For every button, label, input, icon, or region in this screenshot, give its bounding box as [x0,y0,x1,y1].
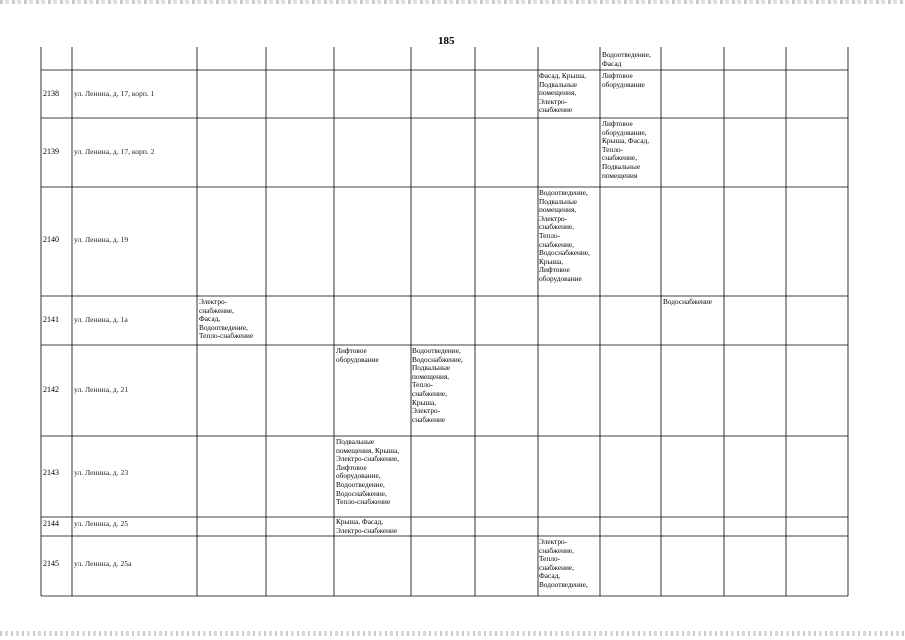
cell-col8: Лифтовое оборудование, Крыша, Фасад, Тепло- снабжение, Подвальные помещения [602,119,650,180]
row-address: ул. Ленина, д. 17, корп. 1 [74,89,155,98]
cell-col7: Электро- снабжение, Тепло- снабжение, Фасад, Водоотведение, [539,537,588,589]
row-number: 2140 [43,235,59,244]
row-address: ул. Ленина, д. 21 [74,385,129,394]
cell-col9: Водоснабжение [663,297,712,306]
row-number: 2138 [43,89,59,98]
row-number: 2144 [43,519,59,528]
row-number: 2142 [43,385,59,394]
row-address: ул. Ленина, д. 25 [74,519,129,528]
row-address: ул. Ленина, д. 23 [74,468,129,477]
cell-col8: Лифтовое оборудование [602,71,645,89]
cell-col4: Лифтовое оборудование [336,346,379,364]
row-number: 2145 [43,559,59,568]
cell-col7: Фасад, Крыша, Подвальные помещения, Электро- снабжение [539,71,587,115]
cell-col5: Водоотведение, Водоснабжение, Подвальные помещения, Тепло- снабжение, Крыша, Электро- снабжение [412,346,463,424]
row-address: ул. Ленина, д. 19 [74,235,129,244]
row-number: 2139 [43,147,59,156]
cell-col7: Водоотведение, Подвальные помещения, Электро- снабжение, Тепло- снабжение, Водоснабжение, Крыша, Лифтовое оборудование [539,188,590,283]
row-address: ул. Ленина, д. 17, корп. 2 [74,147,155,156]
row-number: 2141 [43,315,59,324]
row-number: 2143 [43,468,59,477]
row-address: ул. Ленина, д. 1а [74,315,128,324]
cell-col2: Электро- снабжение, Фасад, Водоотведение, Тепло-снабжение [199,297,254,341]
page-number: 185 [438,35,455,47]
cell-top-col8: Водоотведение, Фасад [602,50,651,68]
cell-col4: Крыша, Фасад, Электро-снабжение [336,517,398,535]
cell-col4: Подвальные помещения, Крыша, Электро-снабжение, Лифтовое оборудование, Водоотведение, Водоснабжение, Тепло-снабжение [336,437,400,507]
row-address: ул. Ленина, д. 25а [74,559,132,568]
